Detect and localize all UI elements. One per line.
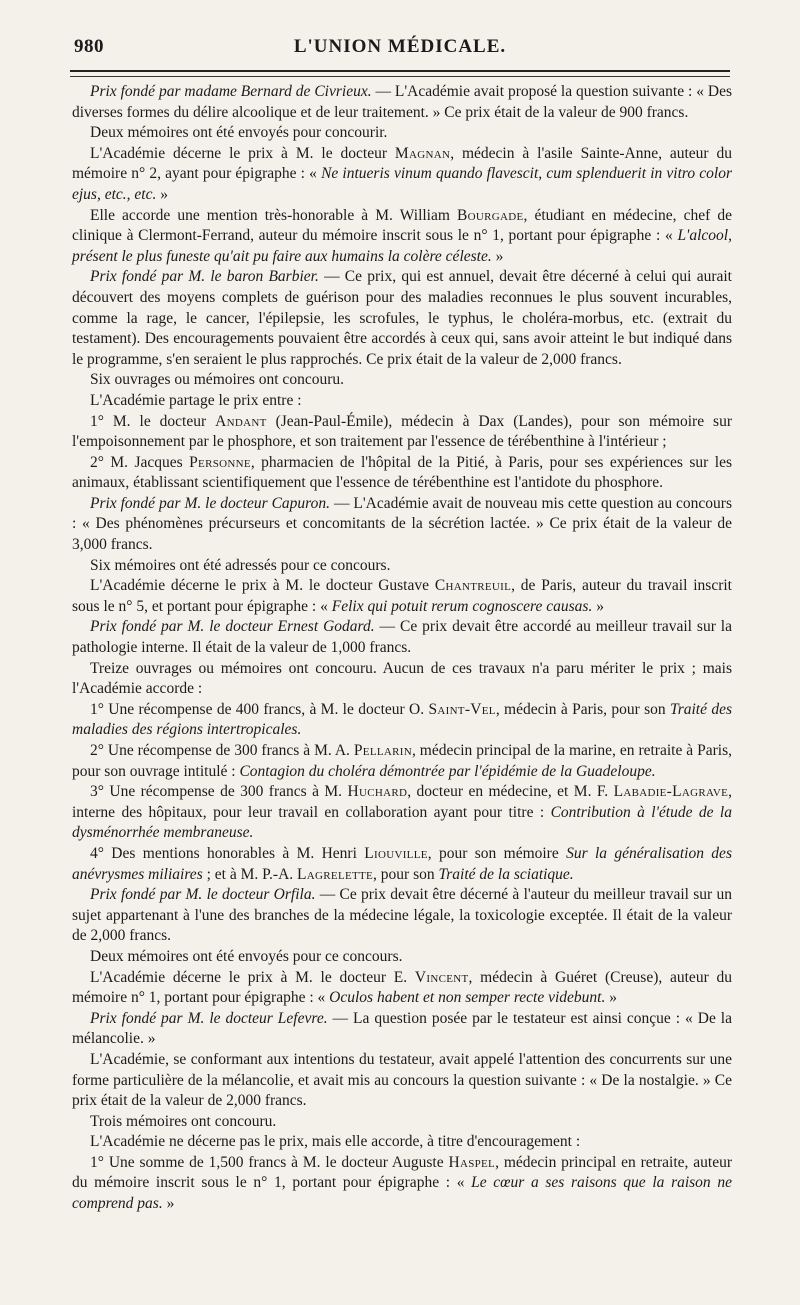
text-run: ; et à M. P.-A. — [202, 865, 298, 883]
paragraph — [72, 412, 732, 453]
running-title: L'UNION MÉDICALE. — [293, 36, 507, 57]
paragraph — [72, 1132, 732, 1153]
italic-run: Contagion du choléra démontrée par l'épidémie de la Guadeloupe. — [239, 762, 656, 780]
text-run: 4° Des mentions honorables à M. Henri — [90, 844, 365, 862]
text-run: L'Académie ne décerne pas le prix, mais elle accorde, à titre d'encouragement : — [90, 1133, 581, 1151]
text-run: » — [162, 1195, 175, 1213]
name-small-caps: Chantreuil — [434, 577, 512, 595]
text-run: 2° M. Jacques — [90, 453, 190, 471]
text-run: L'Académie partage le prix entre : — [90, 391, 302, 409]
article-body — [72, 82, 732, 1215]
paragraph — [72, 1112, 732, 1133]
paragraph — [72, 267, 732, 370]
text-run: Six mémoires ont été adressés pour ce concours. — [90, 556, 391, 574]
italic-run: Contribution à l'étude de la dysménorrhée membraneuse. — [72, 803, 732, 842]
italic-run: Oculos habent et non semper recte videbunt. — [329, 989, 606, 1007]
text-run: Treize ouvrages ou mémoires ont concouru. Aucun de ces travaux n'a paru mériter le prix ; mais l'Académie accorde : — [72, 659, 732, 698]
paragraph — [72, 453, 732, 494]
paragraph — [72, 556, 732, 577]
text-run: , de Paris, auteur du travail inscrit sous le n° 5, et portant pour épigraphe : « — [72, 577, 732, 615]
text-run: — La question posée par le testateur est ainsi conçue : « De la mélancolie. » — [72, 1009, 732, 1048]
page-header — [70, 34, 730, 62]
name-small-caps: Haspel — [448, 1153, 496, 1171]
italic-run: Traité de la sciatique. — [438, 865, 574, 883]
name-small-caps: Vincent — [414, 968, 469, 986]
name-small-caps: Huchard — [347, 783, 408, 801]
paragraph — [72, 659, 732, 700]
paragraph — [72, 144, 732, 206]
text-run: , médecin principal en retraite, auteur du mémoire inscrit sous le n° 1, portant pour épigraphe : « — [72, 1153, 732, 1192]
text-run: L'Académie décerne le prix à M. le docteur — [90, 144, 395, 162]
paragraph — [72, 1009, 732, 1050]
italic-run: L'alcool, présent le plus funeste qu'ait pu faire aux humains la colère céleste. — [72, 227, 732, 265]
text-run: — L'Académie avait de nouveau mis cette question au concours : « Des phénomènes précurseurs et concomitants de la sécrétion lactée. » Ce prix était de la valeur de 3,000 francs. — [72, 494, 732, 554]
paragraph — [72, 947, 732, 968]
paragraph — [72, 206, 732, 268]
text-run: » — [592, 597, 604, 615]
text-run: 1° Une somme de 1,500 francs à M. le docteur Auguste — [90, 1153, 449, 1171]
text-run: Trois mémoires ont concouru. — [90, 1112, 277, 1130]
italic-run: Ne intueris vinum quando flavescit, cum splenduerit in vitro color ejus, etc., etc. — [72, 165, 732, 203]
paragraph — [72, 968, 732, 1009]
text-run: , médecin à l'asile Sainte-Anne, auteur du mémoire n° 2, ayant pour épigraphe : « — [72, 144, 732, 183]
text-run: — Ce prix devait être décerné à l'auteur du meilleur travail sur un sujet appartenant à l'une des branches de la médecine légale, la toxicologie exceptée. Il était de la valeur de 2,000 francs. — [72, 886, 732, 945]
italic-run: Le cœur a ses raisons que la raison ne comprend pas. — [72, 1174, 732, 1213]
italic-run: Prix fondé par M. le docteur Ernest Godard. — [90, 618, 375, 636]
italic-run: Prix fondé par M. le docteur Lefevre. — [90, 1009, 328, 1027]
text-run: L'Académie, se conformant aux intentions du testateur, avait appelé l'attention des concurrents sur une forme particulière de la mélancolie, et avait mis au concours la question suivante : « De la nostalgie. » Ce prix était de la valeur de 2,000 francs. — [72, 1050, 732, 1110]
italic-run: Felix qui potuit rerum cognoscere causas. — [331, 597, 593, 615]
name-small-caps: Liouville — [364, 844, 428, 862]
text-run: , pour son — [373, 865, 439, 883]
text-run: — Ce prix devait être accordé au meilleur travail sur la pathologie interne. Il était de la valeur de 1,000 francs. — [72, 618, 732, 657]
name-small-caps: Saint-Vel — [428, 700, 496, 718]
text-run: 3° Une récompense de 300 francs à M. — [90, 783, 348, 801]
text-run: Deux mémoires ont été envoyés pour ce concours. — [90, 947, 403, 965]
paragraph — [72, 1153, 732, 1215]
italic-run: Sur la généralisation des anévrysmes miliaires — [72, 844, 732, 883]
name-small-caps: Magnan — [394, 144, 451, 162]
paragraph — [72, 885, 732, 947]
text-run: L'Académie décerne le prix à M. le docteur Gustave — [90, 577, 435, 595]
paragraph — [72, 391, 732, 412]
paragraph — [72, 844, 732, 885]
name-small-caps: Andant — [215, 412, 267, 430]
name-small-caps: Lagrelette — [297, 865, 374, 883]
paragraph — [72, 700, 732, 741]
text-run: » — [491, 247, 504, 265]
paragraph — [72, 741, 732, 782]
text-run: , médecin à Guéret (Creuse), auteur du mémoire n° 1, portant pour épigraphe : « — [72, 968, 732, 1007]
italic-run: Prix fondé par madame Bernard de Civrieux. — [90, 83, 372, 100]
name-small-caps: Pellarin — [353, 742, 412, 759]
paragraph — [72, 782, 732, 844]
page-number: 980 — [74, 36, 104, 57]
text-run: , pour son mémoire — [427, 844, 567, 862]
text-run: , interne des hôpitaux, pour leur travail en collaboration ayant pour titre : — [72, 783, 732, 821]
paragraph — [72, 82, 732, 123]
text-run: » — [156, 185, 168, 203]
name-small-caps: Labadie-Lagrave — [613, 783, 729, 801]
paragraph — [72, 370, 732, 391]
text-run: L'Académie décerne le prix à M. le docteur E. — [90, 968, 415, 986]
text-run: Deux mémoires ont été envoyés pour concourir. — [90, 124, 388, 142]
paragraph — [72, 1050, 732, 1112]
text-run: , médecin à Paris, pour son — [495, 700, 670, 718]
text-run: — L'Académie avait proposé la question suivante : « Des diverses formes du délire alcoolique et de leur traitement. » Ce prix était de la valeur de 900 francs. — [72, 83, 732, 121]
paragraph — [72, 576, 732, 617]
italic-run: Prix fondé par M. le docteur Orfila. — [90, 886, 316, 904]
text-run: — Ce prix, qui est annuel, devait être décerné à celui qui aurait découvert des moyens complets de guérison pour des maladies reconnues le plus souvent incurables, comme la rage, le cancer, l'épilepsie, les scrofules, le typhus, le choléra-morbus, etc. (extrait du testament). Des encouragements pouvaient être accordés à ceux qui, sans avoir atteint le but indiqué dans le programme, s'en seraient le plus rapprochés. Ce prix était de la valeur de 2,000 francs. — [72, 268, 732, 368]
text-run: 1° Une récompense de 400 francs, à M. le docteur O. — [90, 700, 429, 718]
text-run: , étudiant en médecine, chef de clinique à Clermont-Ferrand, auteur du mémoire inscrit sous le n° 1, portant pour épigraphe : « — [72, 206, 732, 245]
paragraph — [72, 617, 732, 658]
name-small-caps: Bourgade — [457, 206, 524, 224]
italic-run: Traité des maladies des régions intertropicales. — [72, 700, 732, 739]
italic-run: Prix fondé par M. le baron Barbier. — [90, 268, 319, 286]
text-run: » — [605, 989, 617, 1007]
text-run: 1° M. le docteur — [90, 412, 216, 430]
header-rule — [70, 70, 730, 72]
paragraph — [72, 123, 732, 144]
name-small-caps: Personne — [189, 453, 251, 471]
text-run: , médecin principal de la marine, en retraite à Paris, pour son ouvrage intitulé : — [72, 742, 732, 780]
text-run: 2° Une récompense de 300 francs à M. A. — [90, 742, 354, 759]
header-rule-thin — [70, 76, 730, 77]
text-run: , pharmacien de l'hôpital de la Pitié, à Paris, pour ses expériences sur les animaux, établissant scientifiquement que l'essence de térébenthine est l'antidote du phosphore. — [72, 453, 732, 492]
italic-run: Prix fondé par M. le docteur Capuron. — [90, 494, 331, 512]
text-run: (Jean-Paul-Émile), médecin à Dax (Landes), pour son mémoire sur l'empoisonnement par le phosphore, et son traitement par l'essence de térébenthine à l'intérieur ; — [72, 412, 732, 451]
text-run: Six ouvrages ou mémoires ont concouru. — [90, 371, 344, 389]
text-run: , docteur en médecine, et M. F. — [407, 783, 614, 801]
text-run: Elle accorde une mention très-honorable à M. William — [90, 206, 458, 224]
paragraph — [72, 494, 732, 556]
